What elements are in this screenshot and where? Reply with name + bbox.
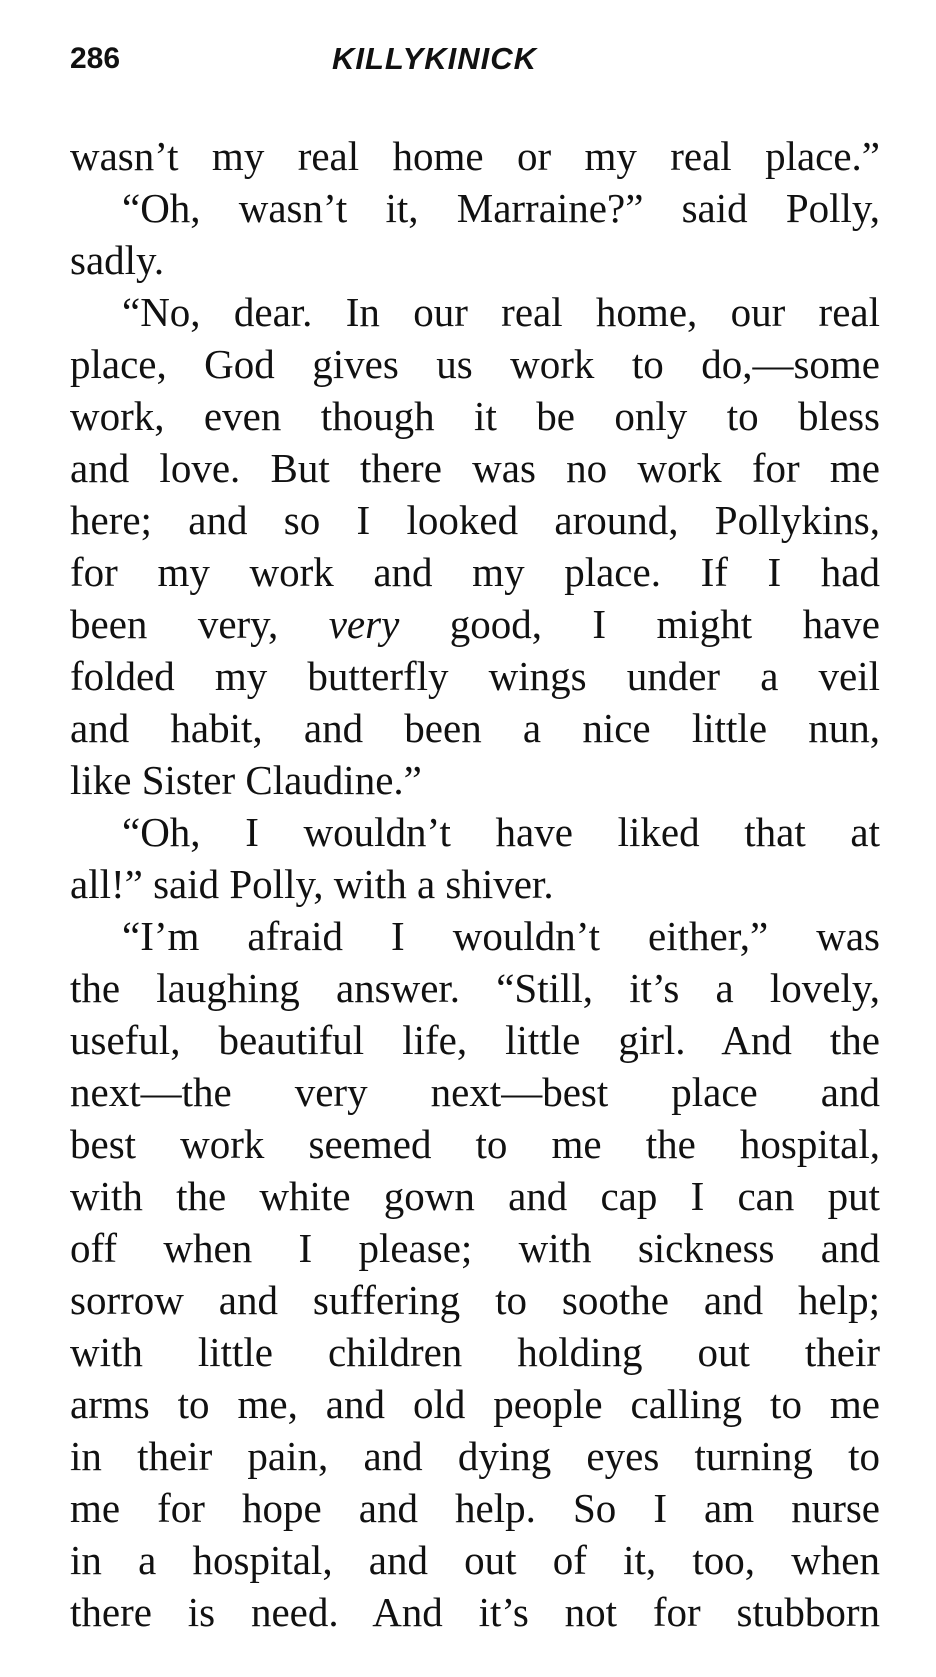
text-line: “Oh, I wouldn’t have liked that at: [122, 809, 880, 855]
text-line: “Oh, wasn’t it, Marraine?” said Polly,: [122, 185, 880, 231]
text-line: in a hospital, and out of it, too, when: [70, 1537, 880, 1583]
text-line: me for hope and help. So I am nurse: [70, 1485, 880, 1531]
page-header: [70, 34, 880, 84]
page-number: 286: [70, 42, 121, 75]
text-line: sorrow and suffering to soothe and help;: [70, 1277, 880, 1323]
text-line: place, God gives us work to do,—some: [70, 341, 880, 387]
text-line: “I’m afraid I wouldn’t either,” was: [122, 913, 880, 959]
text-line: work, even though it be only to bless: [70, 393, 880, 439]
text-line: there is need. And it’s not for stubborn: [70, 1589, 880, 1635]
running-head: KILLYKINICK: [332, 41, 538, 76]
text-line: all!” said Polly, with a shiver.: [70, 861, 554, 907]
text-line: folded my butterfly wings under a veil: [70, 653, 880, 699]
text-line: arms to me, and old people calling to me: [70, 1381, 880, 1427]
text-line: sadly.: [70, 237, 165, 283]
text-line: here; and so I looked around, Pollykins,: [70, 497, 880, 543]
text-line: [70, 598, 880, 650]
text-line: in their pain, and dying eyes turning to: [70, 1433, 880, 1479]
text-line: “No, dear. In our real home, our real: [122, 289, 880, 335]
text-line: for my work and my place. If I had: [70, 549, 880, 595]
text-segment: been very,: [70, 601, 279, 647]
text-line: off when I please; with sickness and: [70, 1225, 880, 1271]
text-line: and love. But there was no work for me: [70, 445, 880, 491]
text-line: useful, beautiful life, little girl. And the: [70, 1017, 880, 1063]
text-line: wasn’t my real home or my real place.”: [70, 133, 880, 179]
text-line: and habit, and been a nice little nun,: [70, 705, 880, 751]
text-segment: good, I might have: [449, 601, 880, 647]
text-line: best work seemed to me the hospital,: [70, 1121, 880, 1167]
text-line: with little children holding out their: [70, 1329, 880, 1375]
text-line: with the white gown and cap I can put: [70, 1173, 880, 1219]
text-line: next—the very next—best place and: [70, 1069, 880, 1115]
text-line: the laughing answer. “Still, it’s a lovely,: [70, 965, 880, 1011]
body-text: [70, 130, 880, 1638]
italic-emphasis: very: [328, 601, 400, 647]
text-line: like Sister Claudine.”: [70, 757, 422, 803]
